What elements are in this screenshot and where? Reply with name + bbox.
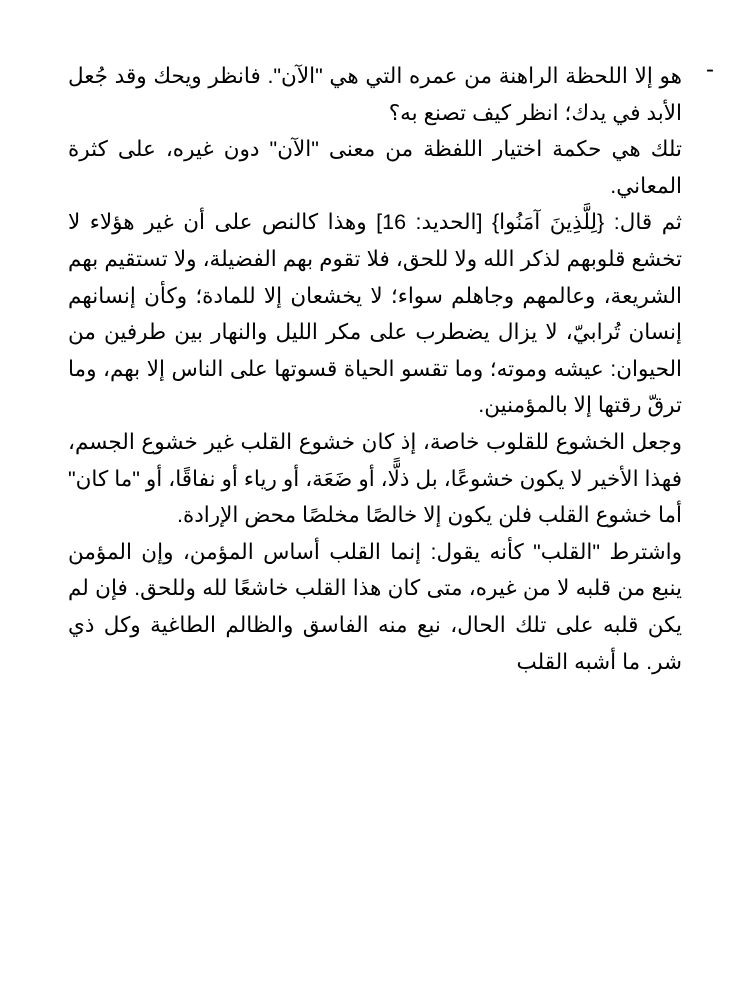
paragraph-1: هو إلا اللحظة الراهنة من عمره التي هي "الآن". فانظر ويحك وقد جُعل الأبد في يدك؛ انظر كيف تصنع به؟ — [68, 64, 682, 125]
paragraph-4: وجعل الخشوع للقلوب خاصة، إذ كان خشوع القلب غير خشوع الجسم، فهذا الأخير لا يكون خشوعًا، بل ذلًّا، أو ضَعَة، أو رياء أو نفاقًا، أو "ما كان" أما خشوع القلب فلن يكون إلا خالصًا مخلصًا محض الإرادة. — [68, 429, 682, 528]
paragraph-2: تلك هي حكمة اختيار اللفظة من معنى "الآن" دون غيره، على كثرة المعاني. — [68, 137, 682, 198]
paragraph-5: واشترط "القلب" كأنه يقول: إنما القلب أساس المؤمن، وإن المؤمن ينبع من قلبه لا من غيره، متى كان هذا القلب خاشعًا لله وللحق. فإن لم يكن قلبه على تلك الحال، نبع منه الفاسق والظالم الطاغية وكل ذي شر. ما أشبه القلب — [68, 539, 682, 674]
body-text — [68, 58, 682, 680]
paragraph-3: ثم قال: {لِلَّذِينَ آمَنُوا} [الحديد: 16] وهذا كالنص على أن غير هؤلاء لا تخشع قلوبهم لذكر الله ولا للحق، فلا تقوم بهم الفضيلة، ولا تستقيم بهم الشريعة، وعالمهم وجاهلم سواء؛ لا يخشعان إلا للمادة؛ وكأن إنسانهم إنسان تُرابيّ، لا يزال يضطرب على مكر الليل والنهار بين طرفين من الحيوان: عيشه وموته؛ وما تقسو الحياة قسوتها على الناس إلا بهم، وما ترقّ رقتها إلا بالمؤمنين. — [68, 210, 683, 418]
bullet-marker: - — [706, 56, 714, 83]
